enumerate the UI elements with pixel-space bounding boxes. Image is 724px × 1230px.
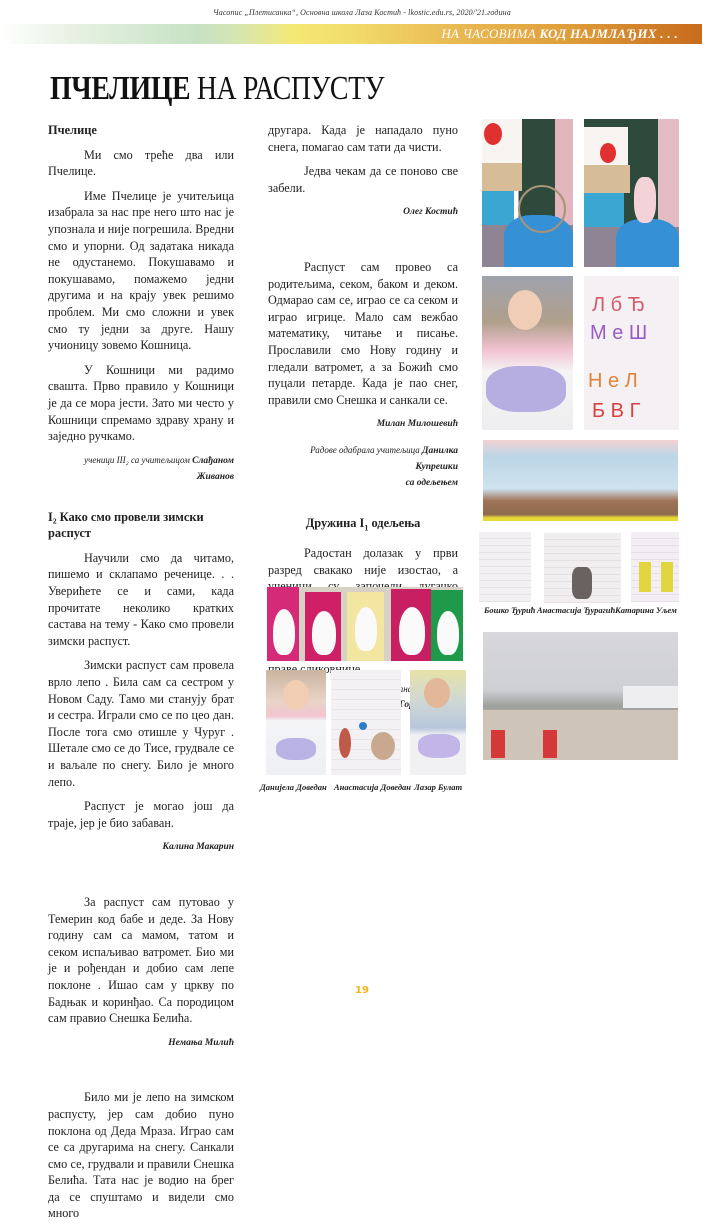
selection-name: Данилка Купрешки [415,445,458,472]
photo-caption: Данијела Доведан [260,782,327,792]
photo-winter-houses [483,632,678,760]
section-title [441,26,678,42]
author-signature: Милан Милошевић [376,419,458,430]
signature-name: Слађаном Живанов [192,455,234,482]
credit-line1: Чланак [388,683,417,694]
section-heading-druzina: Дружина $I_1$ одељења [305,515,421,533]
photo-notebook-2 [544,533,621,603]
photo-girl-mittens [266,670,326,775]
photo-caption: Анастасија Доведан [334,782,412,792]
photo-notebook-1 [479,532,531,602]
section-title-part1: НА ЧАСОВИМА [441,26,536,41]
photo-classroom-wall [483,440,678,521]
photo-ship-girl [584,119,679,267]
paragraph: другара. Када је нападало пуно снега, помагао сам тати да чисти. [268,123,458,154]
signature-class-teacher [48,453,234,485]
author-signature: Калина Макарин [162,842,234,853]
section-band [0,24,702,44]
selection-credit [268,443,458,491]
paragraph: Зимски распуст сам провела врло лепо . Била сам са сестром у Новом Саду. Тамо ми станују брат и сестра. Играли смо се по цео дан. После тога смо отишле у Чуруг . Шетале смо се до Тисе, грудвале се и ваљале по снегу. Било је много лепо. [48,658,234,789]
photo-notebook-3 [631,532,679,602]
left-column [48,122,234,1230]
section-heading-pcelice: Пчелице [48,123,97,137]
selection-prefix: Радове одабрала учитељица [310,444,422,455]
author-signature: Немања Милић [168,1037,234,1048]
photo-caption: Бошко Ђурић [484,605,536,615]
paragraph: Име Пчелице је учитељица изабрала за нас пре него што нас је упознала и није погрешила. Вредни смо и упорни. Од задатака никада не одустанемо. Покушавамо и покушавамо, помажемо једни другима и на крају увек решимо проблем. Ми смо сложни и увек смо ту једни за друге. Нашу учионицу зовемо Кошница. [48,188,234,353]
paragraph: Једва чекам да се поново све забели. [268,164,458,195]
paragraph: За распуст сам путовао у Темерин код бабе и деде. За Нову годину сам са мамом, татом и секом испаљивао ватромет. Био ми је и рођендан и добио сам лепе поклоне . Ишао сам у цркву по Бадњак и коринђао. Са породицом сам правио Снешка Белића. [48,894,234,1026]
paragraph: Ми смо треће два или Пчелице. [48,147,234,179]
paragraph: Распуст сам провео са родитељима, секом, баком и деком. Одмарао сам се, играо се са секом и играо игрице. Мало сам вежбао математику, читање и писање. Прославили смо Нову годину и гледали ватромет, а за Божић смо пуцали петарде. Када је пао снег, правили смо Снешка и санкали се. [268,259,458,407]
photo-girl-drawing [482,276,573,430]
page-title [50,70,384,108]
paragraph: Распуст је могао још да траје, јер је био забаван. [48,799,234,830]
signature-prefix: ученици III₂ са учитељицом [84,454,193,465]
paragraph: Било ми је лепо на зимском распусту, јер сам добио пуно поклона од Деда Мраза. Играо сам се са другарима на снегу. Санкали смо се, грудвали и правили Снешка Белића. Тата нас је водио на брег да се спуштамо и видели смо много [48,1090,234,1221]
page-title-regular: НА РАСПУСТУ [190,70,385,107]
author-signature: Олег Костић [403,207,458,218]
paragraph: Радостан долазак у први разред свакако није изостао, а [268,545,458,577]
page-number: 19 [355,985,369,996]
selection-suffix: са одељењем [405,477,458,488]
photo-handwriting-drawing [331,670,401,775]
paragraph: Научили смо да читамо, пишемо и склапамо реченице. . . Уверићете се и сами, када прочитате неколико кратких састава на тему - Како смо провели зимски распуст. [48,550,234,648]
photo-boy-mittens [410,670,466,775]
photo-alphabet-letters: Л б Ђ М е Ш Н е Л Б В Г [584,276,679,430]
photo-ship-boy [482,119,573,267]
page-title-bold: ПЧЕЛИЦЕ [50,70,191,107]
photo-caption: Анастасија Ђурагић [537,605,616,615]
photo-caption: Лазар Булат [414,782,463,792]
magazine-meta: Часопис „Плетисанка“, Основна школа Лаза Костић - lkostic.edu.rs, 2020/'21.година [213,8,511,17]
section-title-part2: КОД НАЈМЛАЂИХ . . . [539,26,678,41]
section-heading-winter-break: I₂ Како смо провели зимски распуст [48,509,204,541]
paragraph: У Кошници ми радимо свашта. Прво правило у Кошници је да се мора јести. Зато ми често у Кошници спремамо здраву храну и заједно ручкамо. [48,362,234,444]
photo-caption: Катарина Уљем [615,605,677,615]
photo-snowmen [267,587,463,661]
